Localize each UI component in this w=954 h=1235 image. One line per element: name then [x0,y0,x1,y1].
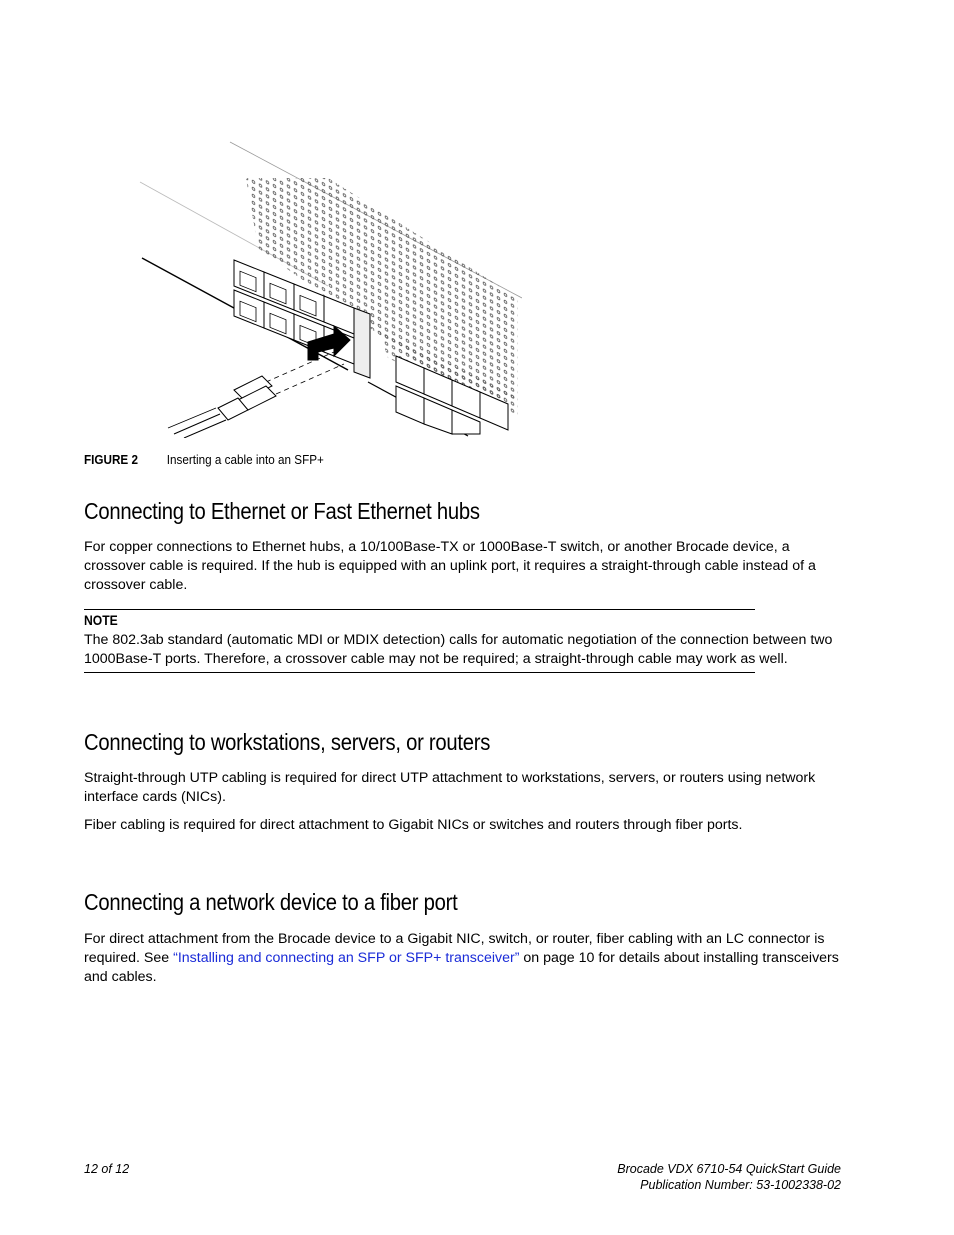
footer-page-number: 12 of 12 [84,1162,130,1176]
footer-right [617,1161,841,1193]
figure-caption [84,452,324,467]
paragraph-utp-cabling: Straight-through UTP cabling is required for direct UTP attachment to workstations, servers, or routers using network interface cards (NICs). [84,770,816,805]
paragraph-fiber-text-after: on page 10 for details about installing transceivers and cables. [84,950,839,985]
section-heading-fiber-port: Connecting a network device to a fiber port [84,889,458,915]
paragraph-fiber-cabling: Fiber cabling is required for direct attachment to Gigabit NICs or switches and routers through fiber ports. [84,817,743,833]
sfp-cable-illustration [138,138,522,438]
paragraph-fiber-port [84,930,844,987]
footer-guide-title: Brocade VDX 6710-54 QuickStart Guide [617,1162,841,1176]
note-text: The 802.3ab standard (automatic MDI or MDIX detection) calls for automatic negotiation of the connection between two 1000Base-T ports. Therefore, a crossover cable may not be required; a straight-through cable may work as well. [84,632,833,667]
paragraph-fiber-text-before: For direct attachment from the Brocade device to a Gigabit NIC, switch, or router, fiber cabling with an LC connector is required. See [84,931,825,966]
note-label: NOTE [84,613,118,628]
figure-number: FIGURE 2 [84,452,138,467]
paragraph-ethernet-hubs: For copper connections to Ethernet hubs, a 10/100Base-TX or 1000Base-T switch, or another Brocade device, a crossover cable is required. If the hub is equipped with an uplink port, it requires a straight-through cable instead of a crossover cable. [84,539,816,593]
footer-publication-number: Publication Number: 53-1002338-02 [640,1178,841,1192]
sfp-install-link[interactable]: “Installing and connecting an SFP or SFP+ transceiver” [173,950,520,966]
note-top-rule [84,609,755,610]
note-bottom-rule [84,672,755,673]
section-heading-workstations: Connecting to workstations, servers, or routers [84,729,491,755]
section-heading-ethernet-hubs: Connecting to Ethernet or Fast Ethernet hubs [84,498,480,524]
figure-caption-text: Inserting a cable into an SFP+ [166,452,324,467]
figure-2-illustration [138,138,522,438]
